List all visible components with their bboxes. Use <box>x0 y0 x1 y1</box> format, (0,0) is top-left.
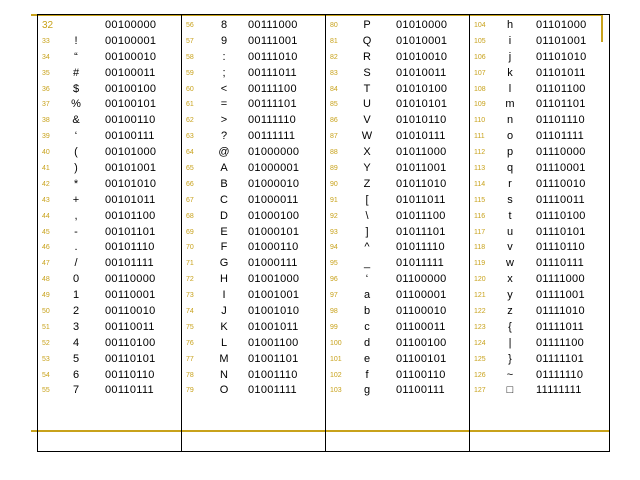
character: u <box>506 225 514 238</box>
decimal-code: 37 <box>42 101 50 109</box>
decimal-code: 118 <box>474 244 486 252</box>
character: * <box>73 177 79 190</box>
character: G <box>219 257 229 270</box>
binary-code: 00111010 <box>248 50 298 63</box>
decimal-code: 101 <box>330 355 342 363</box>
binary-code: 00111000 <box>248 19 298 31</box>
character: _ <box>363 257 371 270</box>
binary-code: 01100010 <box>396 305 447 318</box>
character: N <box>220 368 228 381</box>
character: ! <box>74 34 78 47</box>
character: E <box>220 225 228 238</box>
decimal-code: 99 <box>330 323 338 331</box>
decimal-code: 115 <box>474 196 486 204</box>
decimal-code: 83 <box>330 69 338 77</box>
character: 1 <box>72 289 80 302</box>
character: m <box>505 98 515 111</box>
decimal-code: 63 <box>186 133 194 141</box>
decimal-code: 32 <box>42 20 54 31</box>
character: M <box>219 352 229 365</box>
character: > <box>220 114 228 127</box>
binary-code: 01001000 <box>248 273 300 286</box>
decimal-code: 102 <box>330 371 342 379</box>
binary-code: 00110101 <box>105 352 156 365</box>
column-divider-1 <box>181 14 182 452</box>
binary-code: 01010111 <box>396 130 446 143</box>
decimal-code: 109 <box>474 101 486 109</box>
character: Q <box>362 34 372 47</box>
decimal-code: 88 <box>330 149 338 157</box>
character: t <box>508 209 512 222</box>
character: A <box>220 162 228 175</box>
binary-code: 01110000 <box>536 146 586 159</box>
character: $ <box>72 82 80 95</box>
character: c <box>364 320 370 333</box>
decimal-code: 64 <box>186 149 194 157</box>
character: Y <box>363 162 371 175</box>
character: 3 <box>72 320 80 333</box>
character: p <box>506 146 514 159</box>
decimal-code: 79 <box>186 387 194 395</box>
decimal-code: 107 <box>474 69 486 77</box>
decimal-code: 84 <box>330 85 338 93</box>
character: W <box>361 130 373 143</box>
binary-code: 00111011 <box>248 66 297 79</box>
decimal-code: 112 <box>474 149 486 157</box>
decimal-code: 121 <box>474 292 486 300</box>
character: X <box>363 146 371 159</box>
binary-code: 00101010 <box>105 177 157 190</box>
binary-code: 01111011 <box>536 320 585 333</box>
decimal-code: 33 <box>42 37 50 45</box>
character: 5 <box>72 352 80 365</box>
binary-code: 01001011 <box>248 320 299 333</box>
binary-code: 00111111 <box>248 130 296 143</box>
binary-code: 01110100 <box>536 209 586 222</box>
binary-code: 00101100 <box>105 209 156 222</box>
decimal-code: 34 <box>42 53 50 61</box>
character: B <box>220 177 228 190</box>
decimal-code: 61 <box>186 101 194 109</box>
character: ~ <box>506 368 514 381</box>
decimal-code: 38 <box>42 117 50 125</box>
decimal-code: 116 <box>474 212 486 220</box>
decimal-code: 86 <box>330 117 338 125</box>
binary-code: 01101001 <box>536 34 587 47</box>
character: P <box>363 19 371 31</box>
decimal-code: 48 <box>42 276 50 284</box>
decimal-code: 52 <box>42 339 50 347</box>
binary-code: 00101110 <box>105 241 155 254</box>
character: S <box>363 66 371 79</box>
binary-code: 01000001 <box>248 162 300 175</box>
decimal-code: 56 <box>186 22 194 29</box>
character: 6 <box>72 368 80 381</box>
character: O <box>219 384 229 397</box>
binary-code: 01010010 <box>396 50 448 63</box>
character: h <box>506 19 514 31</box>
character: J <box>221 305 227 318</box>
binary-code: 01001001 <box>248 289 300 302</box>
binary-code: 01011010 <box>396 177 447 190</box>
character: = <box>220 98 228 111</box>
character: @ <box>218 146 230 159</box>
character: / <box>74 257 78 270</box>
decimal-code: 57 <box>186 37 194 45</box>
character: & <box>72 114 80 127</box>
binary-code: 01111100 <box>536 336 585 349</box>
binary-code: 00111110 <box>248 114 297 127</box>
character: R <box>363 50 371 63</box>
character: 0 <box>72 273 80 286</box>
binary-code: 00101001 <box>105 162 157 175</box>
decimal-code: 97 <box>330 292 338 300</box>
decimal-code: 74 <box>186 308 194 316</box>
binary-code: 01100110 <box>396 368 446 381</box>
character: a <box>363 289 371 302</box>
decimal-code: 110 <box>474 117 486 125</box>
binary-code: 01001100 <box>248 336 299 349</box>
binary-code: 00100000 <box>105 19 157 31</box>
binary-code: 01110101 <box>536 225 586 238</box>
character: v <box>507 241 513 254</box>
decimal-code: 100 <box>330 339 342 347</box>
binary-code: 00110000 <box>105 273 156 286</box>
decimal-code: 40 <box>42 149 50 157</box>
binary-code: 01010011 <box>396 66 447 79</box>
binary-code: 00100110 <box>105 114 156 127</box>
decimal-code: 82 <box>330 53 338 61</box>
character: Z <box>363 177 371 190</box>
decimal-code: 87 <box>330 133 338 141</box>
binary-code: 01100101 <box>396 352 447 365</box>
binary-code: 00111101 <box>248 98 297 111</box>
decimal-code: 50 <box>42 308 50 316</box>
decimal-code: 120 <box>474 276 486 284</box>
decimal-code: 58 <box>186 53 194 61</box>
binary-code: 00101101 <box>105 225 156 238</box>
decimal-code: 76 <box>186 339 194 347</box>
decimal-code: 85 <box>330 101 338 109</box>
binary-code: 01101111 <box>536 130 585 143</box>
character: + <box>72 193 80 206</box>
decimal-code: 95 <box>330 260 338 268</box>
decimal-code: 71 <box>186 260 194 268</box>
decimal-code: 42 <box>42 180 50 188</box>
character: i <box>508 34 512 47</box>
character: L <box>220 336 228 349</box>
character: C <box>220 193 228 206</box>
decimal-code: 39 <box>42 133 50 141</box>
decimal-code: 81 <box>330 37 338 45</box>
binary-code: 11111111 <box>536 384 582 397</box>
decimal-code: 78 <box>186 371 194 379</box>
binary-code: 00101111 <box>105 257 154 270</box>
decimal-code: 113 <box>474 165 486 173</box>
character: ) <box>74 162 78 175</box>
decimal-code: 105 <box>474 37 486 45</box>
binary-code: 01010110 <box>396 114 447 127</box>
decimal-code: 72 <box>186 276 194 284</box>
character: □ <box>506 384 514 397</box>
character: < <box>220 82 228 95</box>
character: e <box>363 352 371 365</box>
decimal-code: 68 <box>186 212 194 220</box>
character: s <box>507 193 513 206</box>
binary-code: 01110011 <box>536 193 585 206</box>
decimal-code: 106 <box>474 53 486 61</box>
binary-code: 01010101 <box>396 98 448 111</box>
character: x <box>507 273 513 286</box>
character: % <box>71 98 81 111</box>
binary-code: 01011110 <box>396 241 445 254</box>
decimal-code: 119 <box>474 260 486 268</box>
binary-code: 01100001 <box>396 289 447 302</box>
character: T <box>363 82 371 95</box>
character: g <box>363 384 371 397</box>
binary-code: 01011000 <box>396 146 447 159</box>
character: - <box>74 225 78 238</box>
character: 8 <box>220 19 228 31</box>
binary-code: 00101011 <box>105 193 156 206</box>
binary-code: 01111101 <box>536 352 585 365</box>
binary-code: 00111100 <box>248 82 297 95</box>
binary-code: 01110001 <box>536 162 586 175</box>
binary-code: 00100101 <box>105 98 157 111</box>
binary-code: 01111001 <box>536 289 585 302</box>
binary-code: 00111001 <box>248 34 298 47</box>
decimal-code: 41 <box>42 165 50 173</box>
character: l <box>508 82 512 95</box>
column-divider-2 <box>325 14 326 452</box>
decimal-code: 89 <box>330 165 338 173</box>
decimal-code: 60 <box>186 85 194 93</box>
character: z <box>507 305 513 318</box>
binary-code: 01000011 <box>248 193 299 206</box>
decimal-code: 53 <box>42 355 50 363</box>
character: f <box>365 368 369 381</box>
character: 7 <box>72 384 80 397</box>
decimal-code: 90 <box>330 180 338 188</box>
decimal-code: 126 <box>474 371 486 379</box>
character: ^ <box>364 241 370 254</box>
decimal-code: 44 <box>42 212 50 220</box>
decimal-code: 108 <box>474 85 486 93</box>
binary-code: 01110110 <box>536 241 585 254</box>
binary-code: 01000100 <box>248 209 300 222</box>
character: . <box>74 241 78 254</box>
binary-code: 01111110 <box>536 368 584 381</box>
character: k <box>507 66 513 79</box>
decimal-code: 75 <box>186 323 194 331</box>
character: 2 <box>72 305 80 318</box>
character: H <box>220 273 228 286</box>
character: ; <box>222 66 226 79</box>
binary-code: 01111000 <box>536 273 585 286</box>
binary-code: 00100111 <box>105 130 155 143</box>
character: F <box>220 241 228 254</box>
binary-code: 00110110 <box>105 368 155 381</box>
decimal-code: 67 <box>186 196 194 204</box>
binary-code: 01001110 <box>248 368 298 381</box>
decimal-code: 73 <box>186 292 194 300</box>
character: ( <box>74 146 78 159</box>
decimal-code: 47 <box>42 260 50 268</box>
character: “ <box>74 50 78 63</box>
decimal-code: 103 <box>330 387 342 395</box>
binary-code: 01011001 <box>396 162 447 175</box>
binary-code: 01101010 <box>536 50 587 63</box>
decimal-code: 93 <box>330 228 338 236</box>
decimal-code: 62 <box>186 117 194 125</box>
binary-code: 01110111 <box>536 257 585 270</box>
character: r <box>508 177 512 190</box>
character: w <box>506 257 514 270</box>
binary-code: 00110111 <box>105 384 154 397</box>
decimal-code: 114 <box>474 180 486 188</box>
decimal-code: 51 <box>42 323 50 331</box>
decimal-code: 70 <box>186 244 194 252</box>
decimal-code: 92 <box>330 212 338 220</box>
decimal-code: 55 <box>42 387 50 395</box>
decimal-code: 122 <box>474 308 486 316</box>
decimal-code: 65 <box>186 165 194 173</box>
character: D <box>220 209 228 222</box>
character: y <box>507 289 513 302</box>
decimal-code: 125 <box>474 355 486 363</box>
binary-code: 00100011 <box>105 66 156 79</box>
binary-code: 00110001 <box>105 289 156 302</box>
decimal-code: 91 <box>330 196 338 204</box>
binary-code: 01011111 <box>396 257 445 270</box>
character: 4 <box>72 336 80 349</box>
decimal-code: 46 <box>42 244 50 252</box>
decimal-code: 77 <box>186 355 194 363</box>
binary-code: 01010001 <box>396 34 448 47</box>
decimal-code: 45 <box>42 228 50 236</box>
binary-code: 01101011 <box>536 66 586 79</box>
binary-code: 01000101 <box>248 225 300 238</box>
character: U <box>363 98 371 111</box>
character: ‘ <box>74 130 78 143</box>
binary-code: 00110100 <box>105 336 156 349</box>
character: { <box>508 320 512 333</box>
character: V <box>363 114 371 127</box>
decimal-code: 124 <box>474 339 486 347</box>
binary-code: 01000000 <box>248 146 300 159</box>
character: K <box>220 320 228 333</box>
character: | <box>508 336 512 349</box>
binary-code: 01111010 <box>536 305 585 318</box>
character: b <box>363 305 371 318</box>
binary-code: 01101101 <box>536 98 586 111</box>
character: j <box>508 50 512 63</box>
decimal-code: 117 <box>474 228 486 236</box>
decimal-code: 94 <box>330 244 338 252</box>
decimal-code: 43 <box>42 196 50 204</box>
binary-code: 00100100 <box>105 82 157 95</box>
decimal-code: 49 <box>42 292 50 300</box>
binary-code: 01101110 <box>536 114 585 127</box>
character: d <box>363 336 371 349</box>
character: ‘ <box>365 273 369 286</box>
binary-code: 01011011 <box>396 193 446 206</box>
binary-code: 00100001 <box>105 34 157 47</box>
decimal-code: 69 <box>186 228 194 236</box>
character: o <box>506 130 514 143</box>
decimal-code: 104 <box>474 22 486 29</box>
decimal-code: 98 <box>330 308 338 316</box>
binary-code: 01011101 <box>396 225 446 238</box>
decimal-code: 80 <box>330 22 338 29</box>
binary-code: 01011100 <box>396 209 446 222</box>
binary-code: 01100000 <box>396 273 447 286</box>
decimal-code: 127 <box>474 387 486 395</box>
decimal-code: 123 <box>474 323 486 331</box>
character: [ <box>365 193 369 206</box>
binary-code: 01010000 <box>396 19 448 31</box>
decimal-code: 36 <box>42 85 50 93</box>
character: ] <box>365 225 369 238</box>
character: } <box>508 352 512 365</box>
binary-code: 01101000 <box>536 19 587 31</box>
binary-code: 01110010 <box>536 177 586 190</box>
character: ? <box>220 130 228 143</box>
binary-code: 01001010 <box>248 305 300 318</box>
binary-code: 00110011 <box>105 320 155 333</box>
character: q <box>506 162 514 175</box>
binary-code: 01100100 <box>396 336 447 349</box>
decimal-code: 54 <box>42 371 50 379</box>
binary-code: 00100010 <box>105 50 157 63</box>
binary-code: 01101100 <box>536 82 586 95</box>
character: \ <box>365 209 369 222</box>
decimal-code: 59 <box>186 69 194 77</box>
binary-code: 01010100 <box>396 82 448 95</box>
binary-code: 01000111 <box>248 257 298 270</box>
binary-code: 01000110 <box>248 241 299 254</box>
character: : <box>222 50 226 63</box>
binary-code: 01000010 <box>248 177 300 190</box>
character: I <box>222 289 226 302</box>
decimal-code: 111 <box>474 133 485 141</box>
binary-code: 01100011 <box>396 320 446 333</box>
binary-code: 01001111 <box>248 384 297 397</box>
character: , <box>74 209 78 222</box>
character: # <box>72 66 80 79</box>
column-divider-3 <box>469 14 470 452</box>
decimal-code: 35 <box>42 69 50 77</box>
binary-code: 01100111 <box>396 384 445 397</box>
binary-code: 01001101 <box>248 352 299 365</box>
character: 9 <box>220 34 228 47</box>
binary-code: 00110010 <box>105 305 156 318</box>
decimal-code: 96 <box>330 276 338 284</box>
decimal-code: 66 <box>186 180 194 188</box>
character: n <box>506 114 514 127</box>
binary-code: 00101000 <box>105 146 157 159</box>
